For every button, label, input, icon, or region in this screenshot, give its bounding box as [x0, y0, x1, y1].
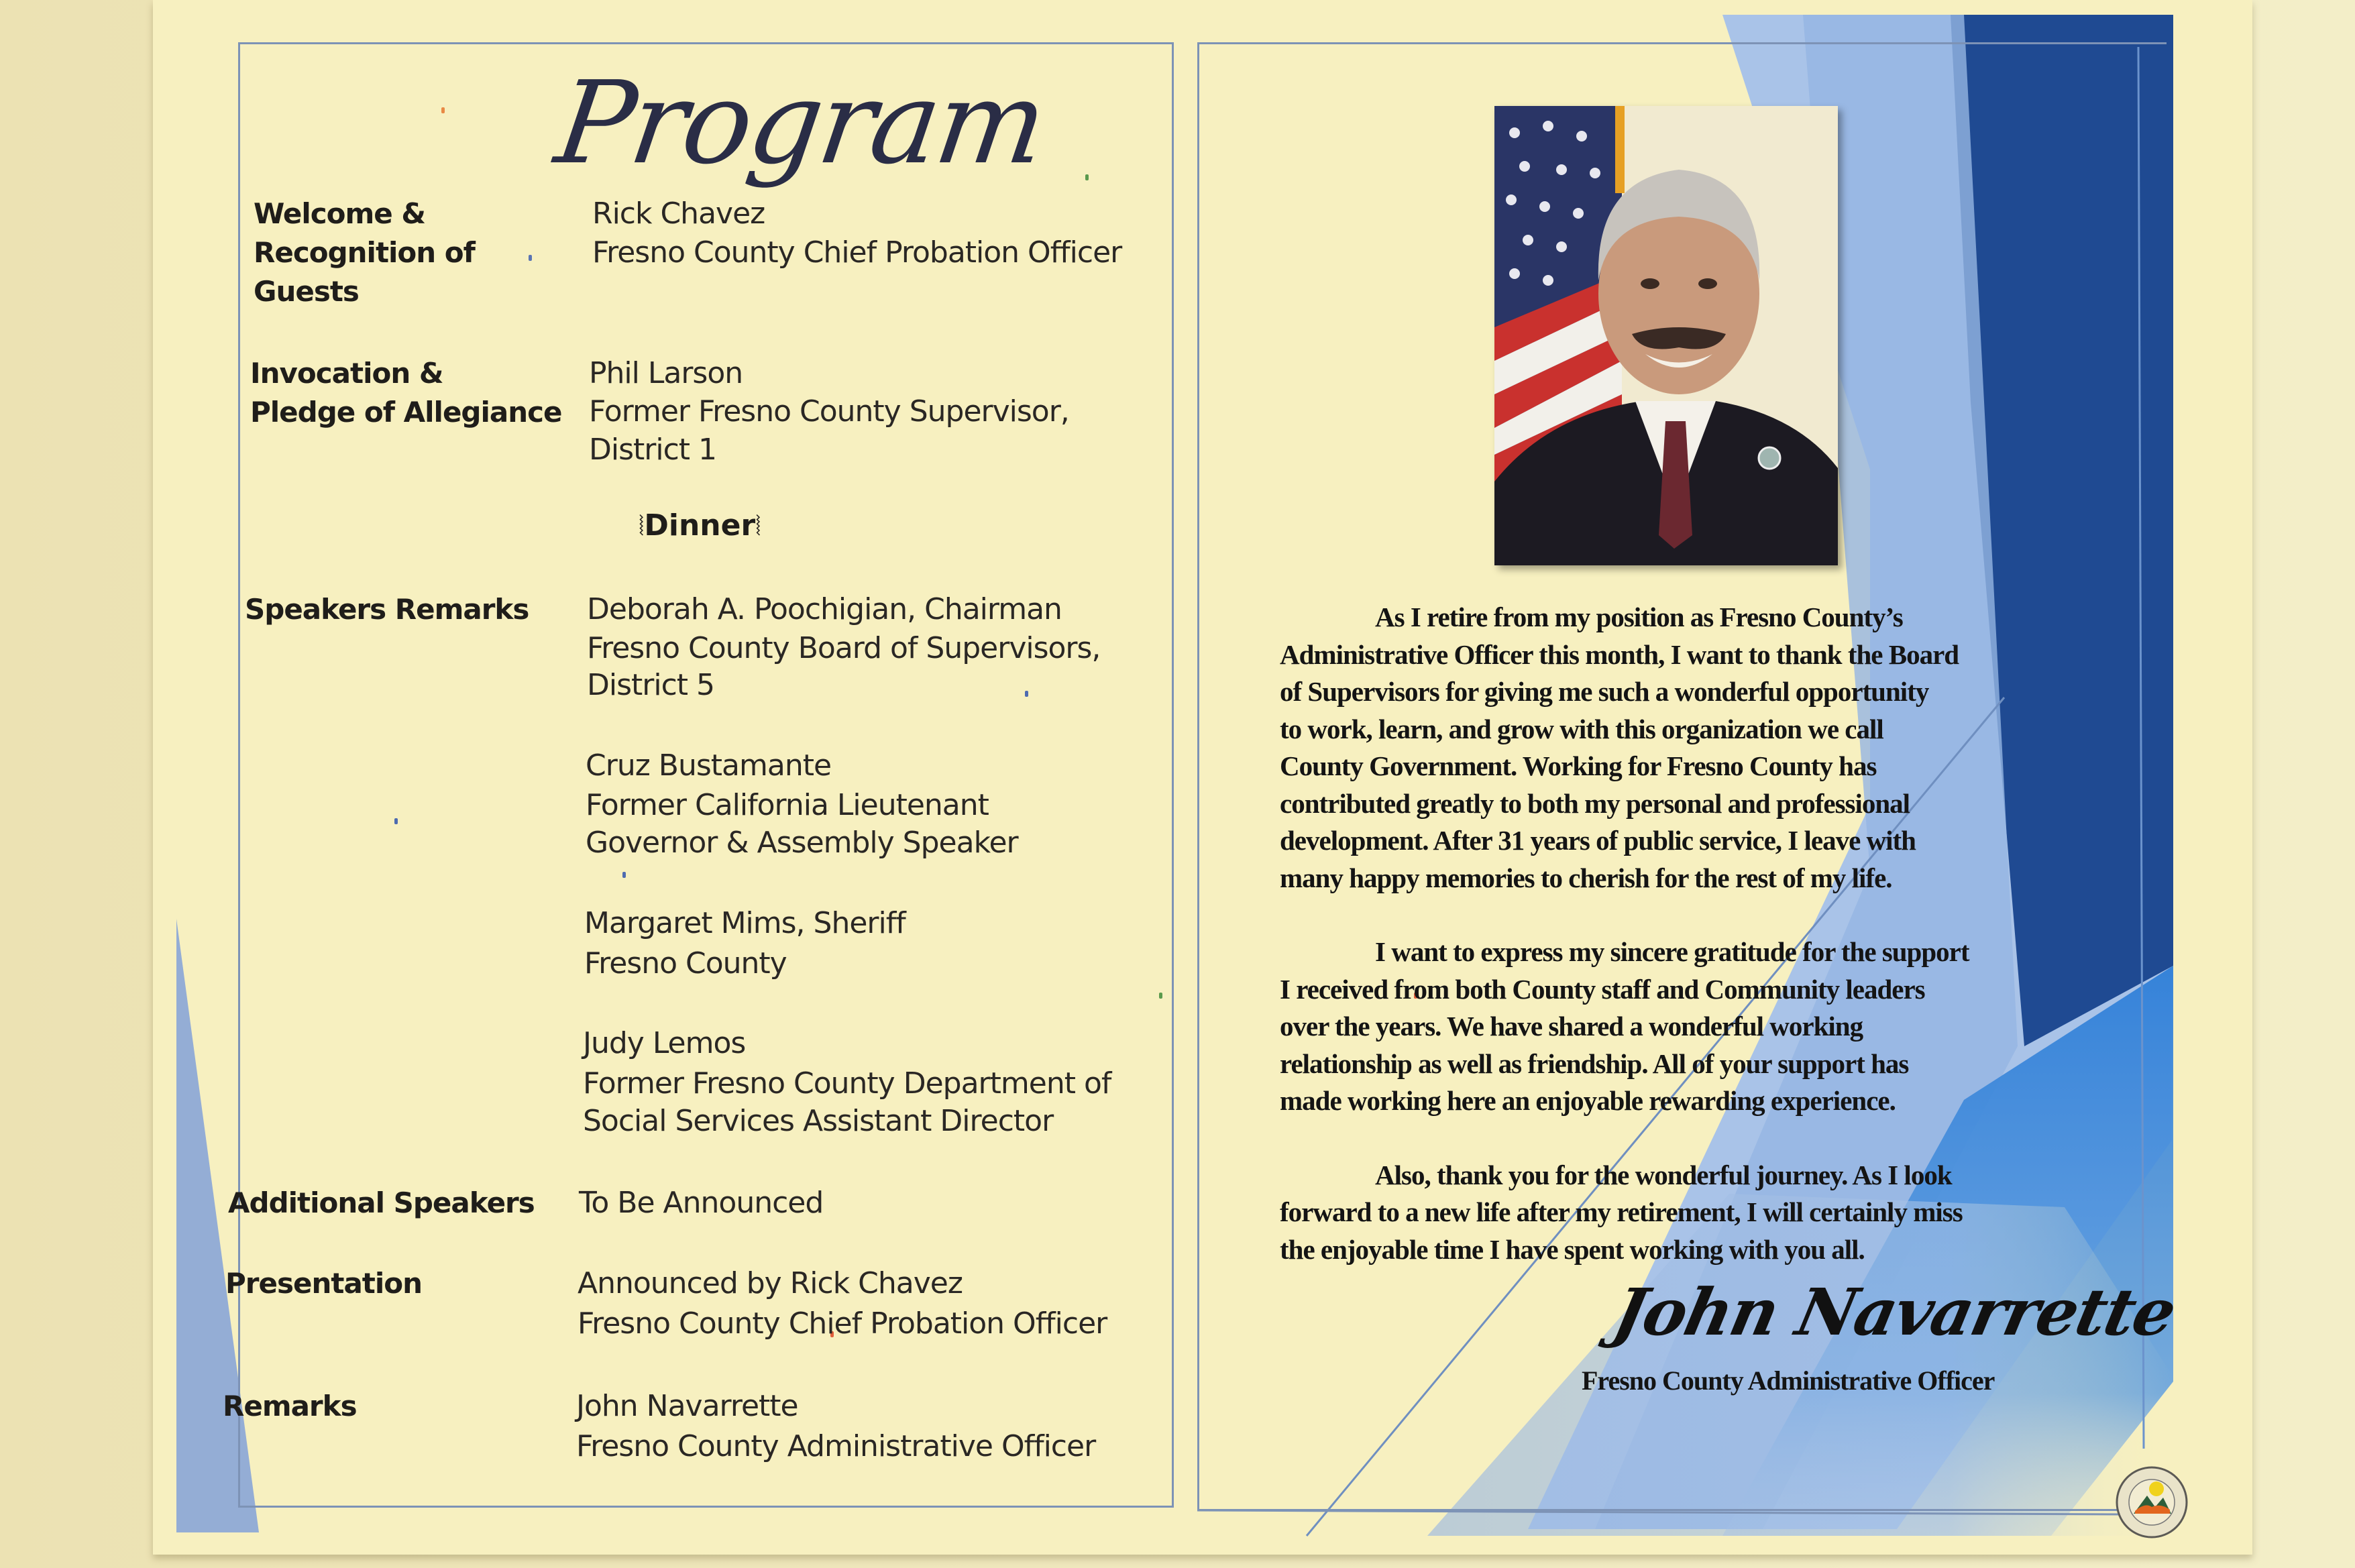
program-value-remarks-name: John Navarrette: [576, 1389, 798, 1423]
program-value-speaker3-title: Fresno County: [584, 946, 787, 981]
program-value-speaker4-title1: Former Fresno County Department of: [583, 1066, 1111, 1101]
program-value-invocation-district: District 1: [589, 433, 717, 467]
program-value-additional: To Be Announced: [579, 1186, 824, 1220]
program-label-remarks: Remarks: [223, 1390, 357, 1422]
program-value-presentation-name: Announced by Rick Chavez: [578, 1266, 963, 1300]
portrait-photo: [1494, 106, 1838, 565]
program-value-speaker4-title2: Social Services Assistant Director: [583, 1104, 1054, 1138]
program-label-welcome: Welcome & Recognition of Guests: [254, 197, 475, 308]
portrait-illustration: [1494, 106, 1838, 565]
dinner-label: Dinner: [644, 508, 756, 543]
program-value-welcome-title: Fresno County Chief Probation Officer: [592, 235, 1122, 270]
intermission-dinner: [639, 508, 761, 543]
letter-paragraph: As I retire from my position as Fresno County’s Administrative Officer this month, I want to thank the Board of Supervisors for giving me such a wonderful opportunity to work, learn, and grow with this organization we call County Government. Working for Fresno County has contributed greatly to both my personal and professional development. After 31 years of public service, I leave with many happy memories to cherish for the rest of my life.: [1280, 602, 1959, 893]
signature-title: Fresno County Administrative Officer: [1582, 1365, 1995, 1396]
program-label-speakers: Speakers Remarks: [245, 593, 529, 626]
retirement-letter: [1280, 599, 2058, 1305]
program-value-welcome-name: Rick Chavez: [592, 197, 765, 231]
program-value-speaker3-name: Margaret Mims, Sheriff: [584, 906, 906, 940]
program-value-presentation-title: Fresno County Chief Probation Officer: [578, 1306, 1107, 1341]
right-ornament-icon: ⦚: [755, 511, 761, 542]
program-value-speaker2-name: Cruz Bustamante: [586, 748, 832, 783]
program-value-speaker1-name: Deborah A. Poochigian, Chairman: [587, 592, 1062, 626]
program-label-presentation: Presentation: [225, 1267, 423, 1300]
program-label-invocation: Invocation & Pledge of Allegiance: [250, 357, 562, 429]
program-value-speaker2-title2: Governor & Assembly Speaker: [586, 826, 1018, 860]
left-ornament-icon: ⦚: [639, 511, 645, 542]
program-value-invocation-name: Phil Larson: [589, 356, 743, 390]
program-value-speaker1-title: Fresno County Board of Supervisors,: [587, 631, 1101, 665]
program-value-invocation-title: Former Fresno County Supervisor,: [589, 394, 1069, 429]
program-value-speaker4-name: Judy Lemos: [583, 1026, 746, 1060]
program-label-additional: Additional Speakers: [228, 1186, 535, 1219]
letter-paragraph: I want to express my sincere gratitude for the support I received from both County staff and Community leaders over the years. We have shared a wonderful working relationship as well as friendship. All of your support has made working here an enjoyable rewarding experience.: [1280, 936, 1969, 1116]
program-value-speaker1-district: District 5: [587, 668, 715, 702]
program-value-remarks-title: Fresno County Administrative Officer: [576, 1429, 1096, 1463]
county-seal-icon: [2115, 1465, 2189, 1539]
letter-paragraph: Also, thank you for the wonderful journey. As I look forward to a new life after my retirement, I will certainly miss the enjoyable time I have spent working with you all.: [1280, 1159, 1963, 1265]
signature: John Navarrette: [1606, 1274, 2182, 1350]
program-card: [153, 0, 2252, 1555]
program-value-speaker2-title1: Former California Lieutenant: [586, 788, 989, 822]
program-title: Program: [548, 57, 1052, 190]
